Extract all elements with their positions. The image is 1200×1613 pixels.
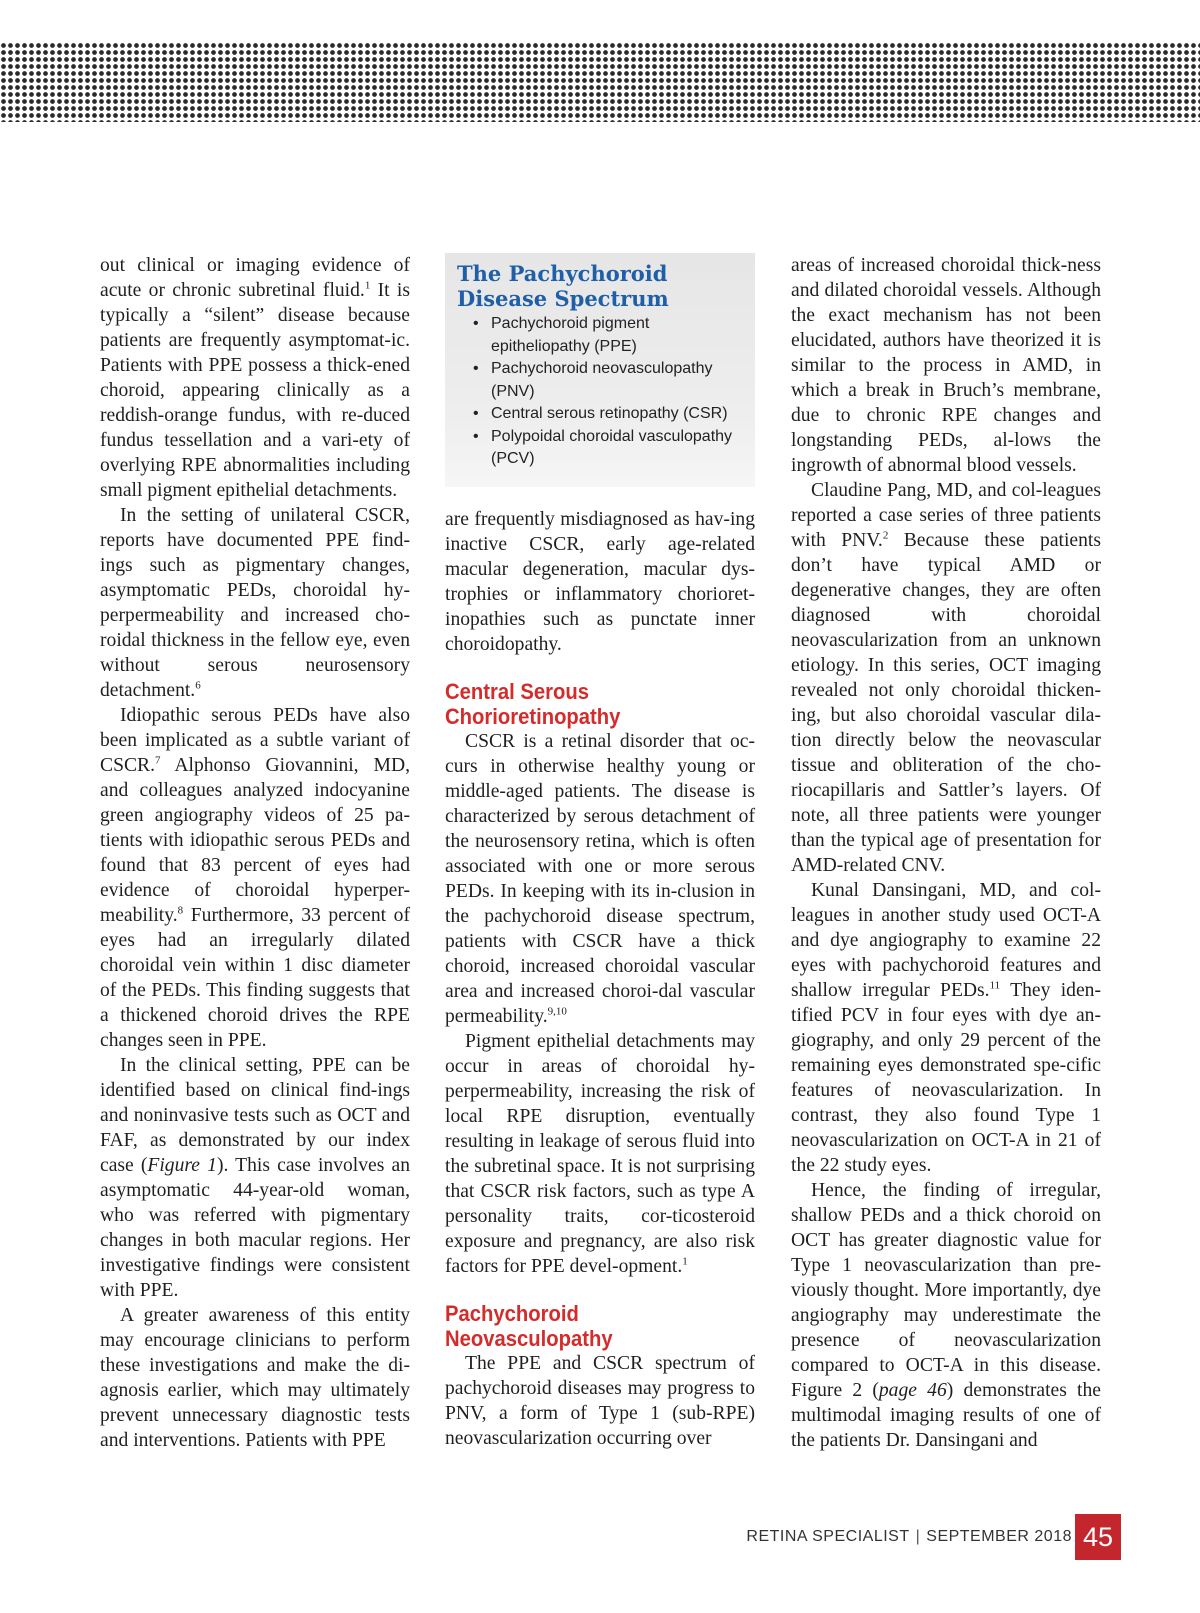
figure-reference: Figure 1 xyxy=(147,1155,217,1176)
col2-paragraph-3: Pigment epithelial detachments may occur in areas of choroidal hy-perpermeability, increasing the risk of local RPE disruption, eventually resulting in leakage of serous fluid into the subretinal space. It is not surprising that CSCR risk factors, such as type A personality traits, cor-ticosteroid exposure and pregnancy, are also risk factors for PPE devel-opment.$^1$ xyxy=(445,1031,755,1277)
reference-superscript: 1 xyxy=(364,279,371,292)
sidebar-list-item: • Pachychoroid pigment epitheliopathy (PPE) xyxy=(491,313,745,358)
col3-paragraph-2: Claudine Pang, MD, and col-leagues reported a case series of three patients with PNV.$^2$ Because these patients don’t have typical AMD or degenerative changes, they are often diagnosed with choroidal neovascularization from an unknown etiology. In this series, OCT imaging revealed not only choroidal thicken-ing, but also choroidal vascular dila-tion directly below the neovascular tissue and obliteration of the cho-riocapillaris and Sattler’s layers. Of note, all three patients were younger than the typical age of presentation for AMD-related CNV. xyxy=(791,480,1101,876)
col3-paragraph-4: Hence, the finding of irregular, shallow PEDs and a thick choroid on OCT has greater diagnostic value for Type 1 neovascularization than pre-viously thought. More importantly, dye angiography may underestimate the presence of neovascularization compared to OCT-A in this disease. Figure 2 (page 46) demonstrates the multimodal imaging results of one of the patients Dr. Dansingani and xyxy=(791,1180,1101,1451)
reference-superscript: 8 xyxy=(177,904,184,917)
publication-name: RETINA SPECIALIST xyxy=(746,1528,910,1545)
page-reference: page 46 xyxy=(878,1380,947,1401)
col1-paragraph-3: Idiopathic serous PEDs have also been implicated as a subtle variant of CSCR.$^7$ Alphonso Giovannini, MD, and colleagues analyzed indocyanine green angiography videos of 25 pa-tients with idiopathic serous PEDs and found that 83 percent of eyes had evidence of choroidal hyperper-meability.$^8$ Furthermore, 33 percent of eyes had an irregularly dilated choroidal vein within 1 disc diameter of the PEDs. This finding suggests that a thickened choroid drives the RPE changes seen in PPE. xyxy=(100,705,410,1051)
section-heading-cscr: Central Serous Chorioretinopathy xyxy=(445,679,621,729)
section-heading-pnv: Pachychoroid Neovasculopathy xyxy=(445,1301,613,1351)
column-2 xyxy=(445,253,755,1451)
reference-superscript: 1 xyxy=(682,1255,688,1268)
reference-superscript: 9,10 xyxy=(547,1005,567,1018)
col1-paragraph-5: A greater awareness of this entity may encourage clinicians to perform these investigations and make the di-agnosis earlier, which may ultimately prevent unnecessary diagnostic tests and interventions. Patients with PPE xyxy=(100,1305,410,1451)
footer-separator: | xyxy=(915,1528,921,1545)
column-3 xyxy=(791,253,1101,1453)
page-number: 45 xyxy=(1075,1514,1121,1560)
col1-paragraph-2: In the setting of unilateral CSCR, reports have documented PPE find-ings such as pigmentary changes, asymptomatic PEDs, choroidal hy-perpermeability and increased cho-roidal thickness in the fellow eye, even without serous neurosensory detachment.$^6$ xyxy=(100,505,410,701)
sidebar-box xyxy=(445,253,755,487)
sidebar-list-item: • Polypoidal choroidal vasculopathy (PCV) xyxy=(491,426,745,471)
reference-superscript: 7 xyxy=(155,754,161,767)
issue-date: SEPTEMBER 2018 xyxy=(926,1528,1072,1545)
sidebar-list xyxy=(457,313,745,471)
col1-paragraph-4: In the clinical setting, PPE can be identified based on clinical find-ings and noninvasive tests such as OCT and FAF, as demonstrated by our index case (Figure 1). This case involves an asymptomatic 44-year-old woman, who was referred with pigmentary changes in both macular regions. Her investigative findings were consistent with PPE. xyxy=(100,1055,411,1301)
reference-superscript: 2 xyxy=(882,529,889,542)
col3-paragraph-3: Kunal Dansingani, MD, and col-leagues in another study used OCT-A and dye angiography to examine 22 eyes with pachychoroid features and shallow irregular PEDs.$^{11}$ They iden-tified PCV in four eyes with dye an-giography, and only 29 percent of the remaining eyes demonstrated spe-cific features of neovascularization. In contrast, they also found Type 1 neovascularization on OCT-A in 21 of the 22 study eyes. xyxy=(791,880,1101,1176)
reference-superscript: 11 xyxy=(989,979,1001,992)
sidebar-list-item: • Pachychoroid neovasculopathy (PNV) xyxy=(491,358,745,403)
page-footer xyxy=(746,1514,1072,1560)
col2-paragraph-1: are frequently misdiagnosed as hav-ing inactive CSCR, early age-related macular degeneration, macular dys-trophies or inflammatory chorioret-inopathies such as punctate inner choroidopathy. xyxy=(445,509,755,655)
sidebar-list-item: • Central serous retinopathy (CSR) xyxy=(491,403,745,426)
dotted-header-pattern xyxy=(0,42,1200,122)
column-1 xyxy=(100,253,410,1453)
col2-paragraph-2: CSCR is a retinal disorder that oc-curs in otherwise healthy young or middle-aged patients. The disease is characterized by serous detachment of the neurosensory retina, which is often associated with one or more serous PEDs. In keeping with its in-clusion in the pachychoroid disease spectrum, patients with CSCR have a thick choroid, increased choroidal vascular area and increased choroi-dal vascular permeability.$^{9,10}$ xyxy=(445,731,755,1027)
reference-superscript: 6 xyxy=(195,679,201,692)
sidebar-title: The Pachychoroid Disease Spectrum xyxy=(457,261,669,311)
col2-paragraph-4: The PPE and CSCR spectrum of pachychoroid diseases may progress to PNV, a form of Type 1 (sub-RPE) neovascularization occurring over xyxy=(445,1353,755,1449)
col3-paragraph-1: areas of increased choroidal thick-ness and dilated choroidal vessels. Although the exact mechanism has not been elucidated, authors have theorized it is similar to the process in AMD, in which a break in Bruch’s membrane, due to chronic RPE changes and longstanding PEDs, al-lows the ingrowth of abnormal blood vessels. xyxy=(791,255,1101,476)
col1-paragraph-1: out clinical or imaging evidence of acute or chronic subretinal fluid.$^1$ It is typically a “silent” disease because patients are frequently asymptomat-ic. Patients with PPE possess a thick-ened choroid, appearing clinically as a reddish-orange fundus, with re-duced fundus tessellation and a vari-ety of overlying RPE abnormalities including small pigment epithelial detachments. xyxy=(100,255,410,501)
